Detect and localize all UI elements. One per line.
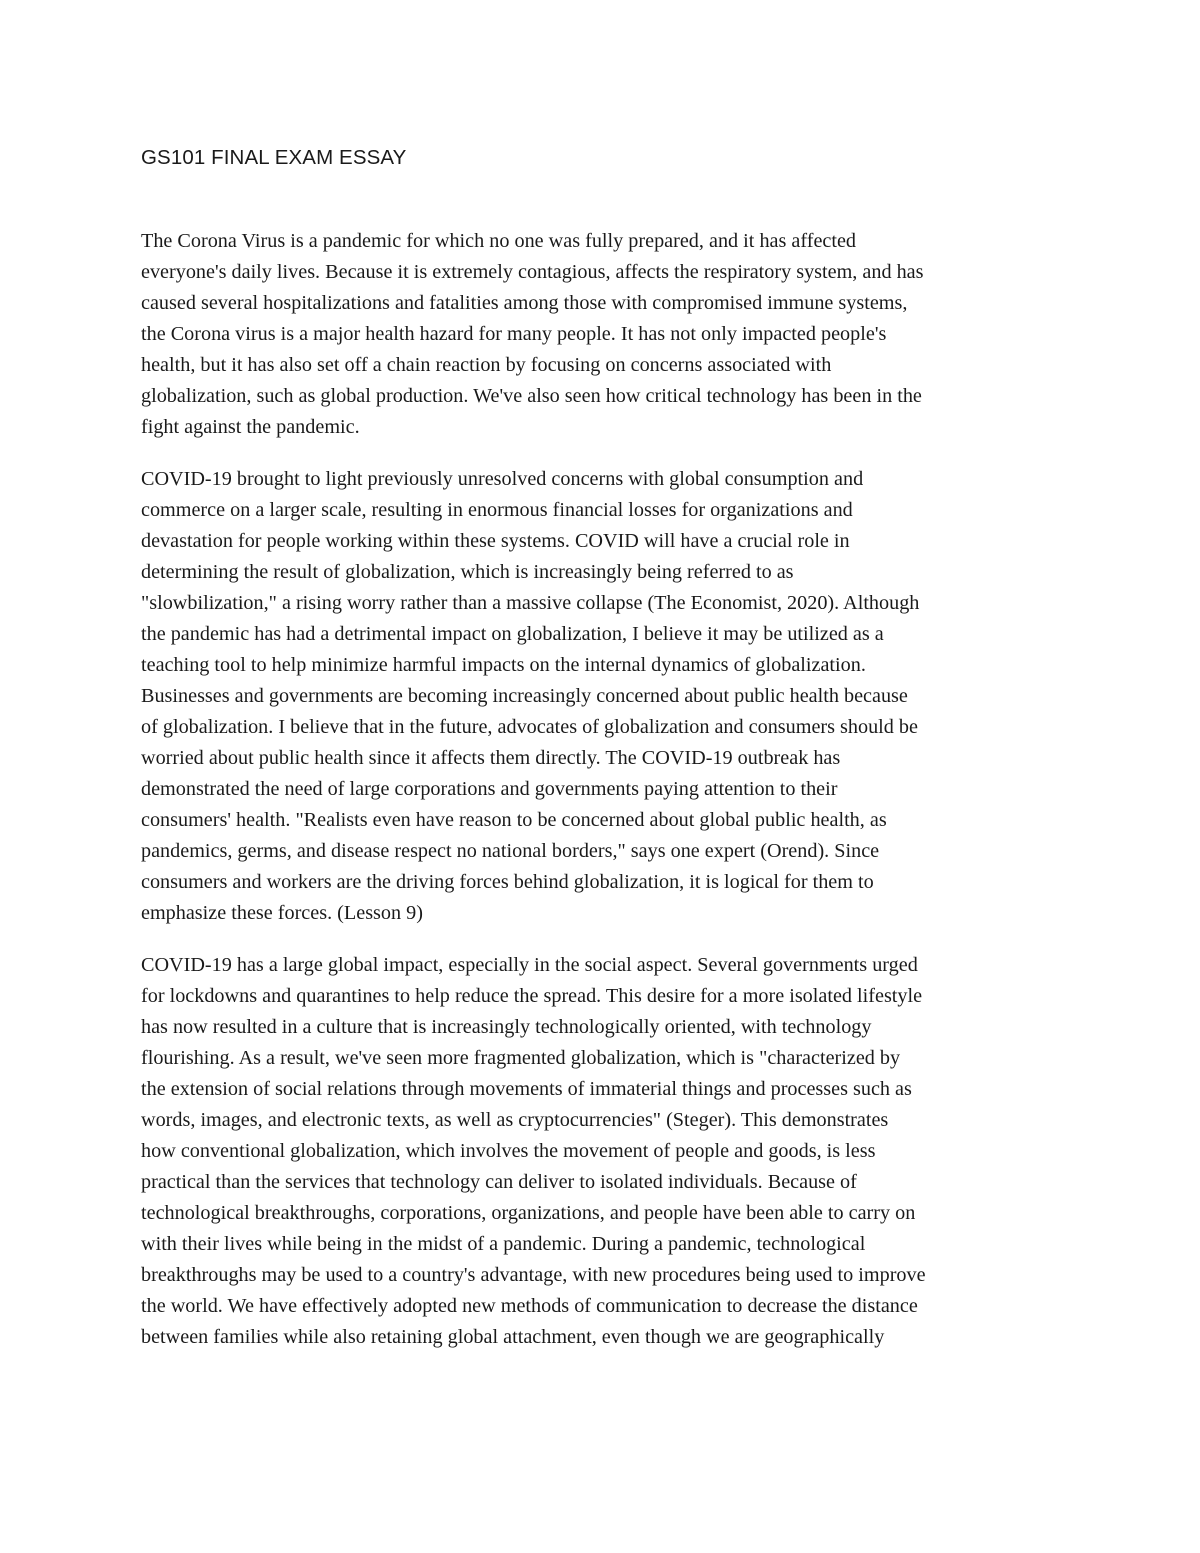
text-line: COVID-19 has a large global impact, especially in the social aspect. Several governments urged bbox=[141, 954, 918, 976]
text-line: "slowbilization," a rising worry rather than a massive collapse (The Economist, 2020). Although bbox=[141, 592, 920, 614]
text-line: worried about public health since it affects them directly. The COVID-19 outbreak has bbox=[141, 747, 841, 769]
paragraph-2 bbox=[141, 464, 1066, 929]
text-line: technological breakthroughs, corporations, organizations, and people have been able to carry on bbox=[141, 1202, 916, 1224]
text-line: consumers and workers are the driving forces behind globalization, it is logical for them to bbox=[141, 871, 874, 893]
text-line: caused several hospitalizations and fatalities among those with compromised immune systems, bbox=[141, 292, 908, 314]
text-line: words, images, and electronic texts, as well as cryptocurrencies" (Steger). This demonstrates bbox=[141, 1109, 889, 1131]
paragraph-1 bbox=[141, 226, 1066, 443]
text-line: globalization, such as global production. We've also seen how critical technology has been in the bbox=[141, 385, 922, 407]
text-line: determining the result of globalization, which is increasingly being referred to as bbox=[141, 561, 794, 583]
text-line: pandemics, germs, and disease respect no national borders," says one expert (Orend). Since bbox=[141, 840, 880, 862]
text-line: Businesses and governments are becoming increasingly concerned about public health because bbox=[141, 685, 908, 707]
text-line: the pandemic has had a detrimental impact on globalization, I believe it may be utilized as a bbox=[141, 623, 884, 645]
text-line: has now resulted in a culture that is increasingly technologically oriented, with technology bbox=[141, 1016, 872, 1038]
text-line: emphasize these forces. (Lesson 9) bbox=[141, 902, 423, 924]
text-line: between families while also retaining global attachment, even though we are geographically bbox=[141, 1326, 885, 1348]
text-line: devastation for people working within these systems. COVID will have a crucial role in bbox=[141, 530, 850, 552]
text-line: the extension of social relations through movements of immaterial things and processes such as bbox=[141, 1078, 912, 1100]
text-line: COVID-19 brought to light previously unresolved concerns with global consumption and bbox=[141, 468, 864, 490]
text-line: how conventional globalization, which involves the movement of people and goods, is less bbox=[141, 1140, 876, 1162]
text-line: everyone's daily lives. Because it is extremely contagious, affects the respiratory system, and has bbox=[141, 261, 924, 283]
paragraph-3 bbox=[141, 950, 1066, 1353]
text-line: consumers' health. "Realists even have reason to be concerned about global public health, as bbox=[141, 809, 887, 831]
text-line: health, but it has also set off a chain reaction by focusing on concerns associated with bbox=[141, 354, 832, 376]
text-line: The Corona Virus is a pandemic for which no one was fully prepared, and it has affected bbox=[141, 230, 857, 252]
text-line: for lockdowns and quarantines to help reduce the spread. This desire for a more isolated lifestyle bbox=[141, 985, 923, 1007]
text-line: teaching tool to help minimize harmful impacts on the internal dynamics of globalization. bbox=[141, 654, 866, 676]
text-line: the Corona virus is a major health hazard for many people. It has not only impacted people's bbox=[141, 323, 887, 345]
text-line: demonstrated the need of large corporations and governments paying attention to their bbox=[141, 778, 838, 800]
text-line: fight against the pandemic. bbox=[141, 416, 360, 438]
text-line: the world. We have effectively adopted new methods of communication to decrease the distance bbox=[141, 1295, 918, 1317]
essay-body bbox=[141, 226, 1066, 1374]
text-line: of globalization. I believe that in the future, advocates of globalization and consumers should be bbox=[141, 716, 918, 738]
essay-title: GS101 FINAL EXAM ESSAY bbox=[141, 146, 407, 169]
text-line: commerce on a larger scale, resulting in enormous financial losses for organizations and bbox=[141, 499, 853, 521]
text-line: practical than the services that technology can deliver to isolated individuals. Because of bbox=[141, 1171, 857, 1193]
text-line: with their lives while being in the midst of a pandemic. During a pandemic, technological bbox=[141, 1233, 866, 1255]
text-line: breakthroughs may be used to a country's advantage, with new procedures being used to improve bbox=[141, 1264, 926, 1286]
text-line: flourishing. As a result, we've seen more fragmented globalization, which is "characterized by bbox=[141, 1047, 901, 1069]
